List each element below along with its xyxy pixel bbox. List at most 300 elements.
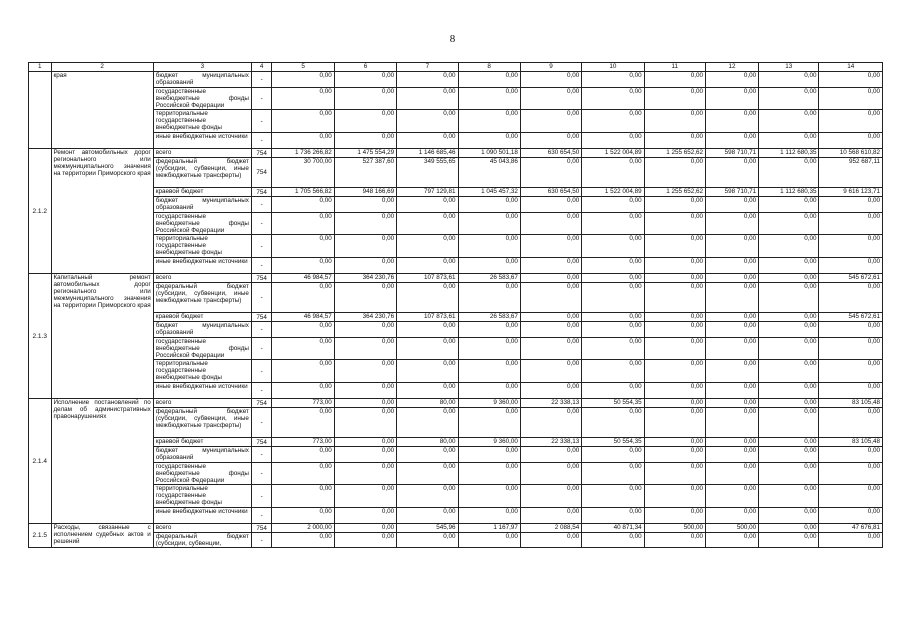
amount-cell: 0,00 [334,72,396,88]
amount-cell: 46 984,57 [272,274,334,283]
amount-cell: 0,00 [334,283,396,313]
amount-cell: 0,00 [458,110,520,133]
column-header: 4 [251,63,271,72]
amount-cell: 107 873,61 [397,313,458,322]
amount-cell: 0,00 [397,533,458,548]
amount-cell: 0,00 [644,72,705,88]
column-header: 12 [705,63,758,72]
column-header: 1 [29,63,52,72]
amount-cell: 0,00 [520,383,581,399]
funding-source-label: территориальные государственные внебюджетные фонды [153,235,251,258]
amount-cell: 0,00 [819,485,883,508]
admin-code: - [251,72,271,88]
amount-cell: 0,00 [397,338,458,360]
admin-code: - [251,213,271,235]
amount-cell: 0,00 [520,313,581,322]
amount-cell: 0,00 [644,322,705,338]
funding-source-label: краевой бюджет [153,313,251,322]
amount-cell: 0,00 [520,485,581,508]
section-description: Капитальный ремонт автомобильных дорог регионального или межмуниципального значения на территории Приморского края [51,274,153,399]
amount-cell: 0,00 [458,322,520,338]
column-header: 3 [153,63,251,72]
amount-cell: 0,00 [582,383,644,399]
amount-cell: 0,00 [759,438,819,447]
table-row [29,438,883,447]
amount-cell: 0,00 [520,283,581,313]
amount-cell: 0,00 [520,158,581,188]
amount-cell: 0,00 [582,158,644,188]
amount-cell: 46 984,57 [272,313,334,322]
amount-cell: 545 672,61 [819,313,883,322]
amount-cell: 0,00 [397,283,458,313]
amount-cell: 0,00 [272,360,334,383]
funding-source-label: краевой бюджет [153,438,251,447]
amount-cell: 0,00 [272,283,334,313]
funding-source-label: иные внебюджетные источники [153,508,251,524]
funding-source-label: иные внебюджетные источники [153,133,251,149]
amount-cell: 0,00 [582,197,644,213]
amount-cell: 1 146 685,46 [397,149,458,158]
amount-cell: 0,00 [458,508,520,524]
table-row [29,383,883,399]
funding-source-label: бюджет муниципальных образований [153,447,251,463]
amount-cell: 0,00 [334,533,396,548]
amount-cell: 0,00 [819,338,883,360]
table-row [29,188,883,197]
amount-cell: 0,00 [759,485,819,508]
amount-cell: 0,00 [819,235,883,258]
admin-code: 754 [251,524,271,533]
amount-cell: 0,00 [644,485,705,508]
admin-code: - [251,88,271,110]
column-header: 14 [819,63,883,72]
amount-cell: 0,00 [397,133,458,149]
amount-cell: 0,00 [272,213,334,235]
table-row [29,149,883,158]
amount-cell: 0,00 [334,360,396,383]
table-row [29,88,883,110]
amount-cell: 0,00 [759,408,819,438]
amount-cell: 948 166,69 [334,188,396,197]
amount-cell: 0,00 [759,399,819,408]
amount-cell: 0,00 [819,88,883,110]
amount-cell: 0,00 [759,463,819,485]
amount-cell: 0,00 [458,533,520,548]
amount-cell: 0,00 [272,197,334,213]
admin-code: - [251,258,271,274]
amount-cell: 1 112 680,35 [759,188,819,197]
table-row [29,110,883,133]
budget-table [28,62,883,548]
amount-cell: 0,00 [819,322,883,338]
admin-code: 754 [251,438,271,447]
amount-cell: 0,00 [520,463,581,485]
amount-cell: 0,00 [644,197,705,213]
amount-cell: 0,00 [644,133,705,149]
amount-cell: 0,00 [705,338,758,360]
amount-cell: 0,00 [705,235,758,258]
amount-cell: 0,00 [272,88,334,110]
column-header: 8 [458,63,520,72]
amount-cell: 0,00 [334,88,396,110]
admin-code: 754 [251,149,271,158]
admin-code: - [251,360,271,383]
amount-cell: 0,00 [705,72,758,88]
table-row [29,197,883,213]
amount-cell: 0,00 [397,213,458,235]
section-number: 2.1.2 [29,149,52,274]
amount-cell: 0,00 [819,533,883,548]
amount-cell: 0,00 [705,408,758,438]
funding-source-label: государственные внебюджетные фонды Российской Федерации [153,88,251,110]
amount-cell: 0,00 [520,197,581,213]
amount-cell: 0,00 [397,235,458,258]
amount-cell: 0,00 [759,283,819,313]
admin-code: - [251,283,271,313]
amount-cell: 0,00 [644,360,705,383]
admin-code: 754 [251,313,271,322]
amount-cell: 0,00 [759,338,819,360]
amount-cell: 0,00 [272,463,334,485]
amount-cell: 0,00 [520,235,581,258]
amount-cell: 773,00 [272,399,334,408]
amount-cell: 1 167,97 [458,524,520,533]
section-number [29,72,52,149]
amount-cell: 0,00 [644,110,705,133]
amount-cell: 0,00 [272,485,334,508]
amount-cell: 0,00 [759,508,819,524]
table-row [29,447,883,463]
amount-cell: 0,00 [334,258,396,274]
amount-cell: 545 672,61 [819,274,883,283]
table-row [29,313,883,322]
amount-cell: 83 105,48 [819,438,883,447]
amount-cell: 0,00 [272,322,334,338]
amount-cell: 10 568 610,82 [819,149,883,158]
amount-cell: 0,00 [397,258,458,274]
amount-cell: 0,00 [458,72,520,88]
amount-cell: 0,00 [520,274,581,283]
admin-code: - [251,322,271,338]
amount-cell: 0,00 [644,258,705,274]
amount-cell: 0,00 [458,463,520,485]
table-row [29,158,883,188]
amount-cell: 0,00 [520,360,581,383]
amount-cell: 0,00 [582,485,644,508]
amount-cell: 0,00 [334,133,396,149]
amount-cell: 349 555,65 [397,158,458,188]
amount-cell: 0,00 [458,485,520,508]
amount-cell: 0,00 [397,197,458,213]
section-description: края [51,72,153,149]
amount-cell: 0,00 [819,383,883,399]
admin-code: 754 [251,399,271,408]
amount-cell: 83 105,48 [819,399,883,408]
amount-cell: 0,00 [819,258,883,274]
table-row [29,274,883,283]
amount-cell: 0,00 [644,408,705,438]
amount-cell: 0,00 [759,88,819,110]
amount-cell: 0,00 [582,274,644,283]
amount-cell: 0,00 [582,213,644,235]
amount-cell: 500,00 [644,524,705,533]
funding-source-label: всего [153,274,251,283]
amount-cell: 0,00 [705,533,758,548]
section-number: 2.1.3 [29,274,52,399]
admin-code: - [251,197,271,213]
funding-source-label: иные внебюджетные источники [153,258,251,274]
admin-code: - [251,463,271,485]
table-row [29,235,883,258]
amount-cell: 0,00 [582,235,644,258]
column-header: 7 [397,63,458,72]
funding-source-label: территориальные государственные внебюджетные фонды [153,485,251,508]
section-number: 2.1.4 [29,399,52,524]
amount-cell: 0,00 [520,213,581,235]
amount-cell: 0,00 [520,338,581,360]
amount-cell: 0,00 [520,258,581,274]
funding-source-label: всего [153,149,251,158]
amount-cell: 0,00 [644,399,705,408]
funding-source-label: государственные внебюджетные фонды Российской Федерации [153,213,251,235]
amount-cell: 630 654,50 [520,149,581,158]
amount-cell: 0,00 [458,383,520,399]
amount-cell: 0,00 [582,533,644,548]
amount-cell: 0,00 [819,463,883,485]
amount-cell: 0,00 [582,110,644,133]
amount-cell: 545,96 [397,524,458,533]
amount-cell: 0,00 [397,110,458,133]
amount-cell: 9 616 123,71 [819,188,883,197]
amount-cell: 9 360,00 [458,438,520,447]
amount-cell: 0,00 [759,110,819,133]
amount-cell: 0,00 [705,360,758,383]
amount-cell: 0,00 [819,408,883,438]
amount-cell: 0,00 [705,447,758,463]
table-row [29,133,883,149]
amount-cell: 0,00 [334,447,396,463]
amount-cell: 0,00 [272,258,334,274]
amount-cell: 0,00 [759,197,819,213]
amount-cell: 0,00 [819,197,883,213]
column-header: 5 [272,63,334,72]
amount-cell: 0,00 [582,258,644,274]
amount-cell: 0,00 [759,274,819,283]
amount-cell: 0,00 [397,360,458,383]
amount-cell: 0,00 [520,72,581,88]
amount-cell: 0,00 [397,383,458,399]
table-row [29,533,883,548]
amount-cell: 0,00 [334,110,396,133]
table-row [29,463,883,485]
amount-cell: 0,00 [705,158,758,188]
table-row [29,508,883,524]
column-header: 13 [759,63,819,72]
amount-cell: 527 387,60 [334,158,396,188]
amount-cell: 22 338,13 [520,438,581,447]
amount-cell: 0,00 [819,213,883,235]
amount-cell: 0,00 [819,508,883,524]
amount-cell: 0,00 [272,508,334,524]
amount-cell: 0,00 [644,88,705,110]
amount-cell: 0,00 [520,533,581,548]
table-row [29,485,883,508]
amount-cell: 47 676,81 [819,524,883,533]
amount-cell: 50 554,35 [582,399,644,408]
amount-cell: 0,00 [334,524,396,533]
amount-cell: 2 000,00 [272,524,334,533]
admin-code: - [251,338,271,360]
amount-cell: 0,00 [819,133,883,149]
amount-cell: 1 090 501,18 [458,149,520,158]
amount-cell: 26 583,67 [458,274,520,283]
amount-cell: 0,00 [759,133,819,149]
amount-cell: 0,00 [705,463,758,485]
table-row [29,360,883,383]
amount-cell: 0,00 [705,274,758,283]
amount-cell: 598 710,71 [705,188,758,197]
amount-cell: 1 255 652,62 [644,188,705,197]
amount-cell: 0,00 [458,447,520,463]
amount-cell: 0,00 [272,72,334,88]
amount-cell: 0,00 [759,235,819,258]
amount-cell: 0,00 [582,88,644,110]
amount-cell: 0,00 [458,360,520,383]
amount-cell: 0,00 [397,88,458,110]
admin-code: - [251,485,271,508]
amount-cell: 0,00 [397,72,458,88]
amount-cell: 0,00 [705,383,758,399]
amount-cell: 0,00 [644,283,705,313]
amount-cell: 0,00 [272,447,334,463]
amount-cell: 0,00 [334,235,396,258]
section-description: Ремонт автомобильных дорог регионального или межмуниципального значения на территории Приморского края [51,149,153,274]
admin-code: - [251,508,271,524]
table-row [29,283,883,313]
amount-cell: 1 475 554,29 [334,149,396,158]
funding-source-label: бюджет муниципальных образований [153,322,251,338]
amount-cell: 0,00 [334,338,396,360]
column-header: 11 [644,63,705,72]
amount-cell: 0,00 [759,72,819,88]
amount-cell: 0,00 [759,313,819,322]
column-header: 9 [520,63,581,72]
amount-cell: 0,00 [334,213,396,235]
amount-cell: 0,00 [705,110,758,133]
amount-cell: 1 255 652,62 [644,149,705,158]
amount-cell: 0,00 [644,533,705,548]
amount-cell: 0,00 [520,408,581,438]
amount-cell: 0,00 [705,197,758,213]
amount-cell: 80,00 [397,399,458,408]
amount-cell: 0,00 [334,463,396,485]
amount-cell: 0,00 [458,283,520,313]
amount-cell: 630 654,50 [520,188,581,197]
amount-cell: 0,00 [759,447,819,463]
amount-cell: 0,00 [705,322,758,338]
amount-cell: 0,00 [644,235,705,258]
amount-cell: 0,00 [819,283,883,313]
admin-code: 754 [251,158,271,188]
amount-cell: 9 360,00 [458,399,520,408]
amount-cell: 952 687,11 [819,158,883,188]
amount-cell: 0,00 [644,158,705,188]
amount-cell: 0,00 [334,399,396,408]
amount-cell: 40 871,34 [582,524,644,533]
admin-code: - [251,235,271,258]
amount-cell: 0,00 [582,322,644,338]
column-header: 2 [51,63,153,72]
amount-cell: 0,00 [705,133,758,149]
amount-cell: 1 736 266,82 [272,149,334,158]
funding-source-label: иные внебюджетные источники [153,383,251,399]
amount-cell: 0,00 [520,322,581,338]
amount-cell: 50 554,35 [582,438,644,447]
amount-cell: 0,00 [458,88,520,110]
funding-source-label: федеральный бюджет (субсидии, субвенции, иные межбюджетные трансферты) [153,283,251,313]
admin-code: - [251,533,271,548]
amount-cell: 0,00 [705,88,758,110]
amount-cell: 0,00 [759,322,819,338]
amount-cell: 0,00 [759,258,819,274]
amount-cell: 26 583,67 [458,313,520,322]
amount-cell: 0,00 [759,533,819,548]
amount-cell: 0,00 [272,338,334,360]
amount-cell: 364 230,76 [334,274,396,283]
amount-cell: 0,00 [334,508,396,524]
amount-cell: 0,00 [705,258,758,274]
admin-code: - [251,447,271,463]
funding-source-label: территориальные государственные внебюджетные фонды [153,360,251,383]
table-row [29,399,883,408]
amount-cell: 0,00 [334,438,396,447]
amount-cell: 0,00 [458,258,520,274]
amount-cell: 0,00 [644,313,705,322]
amount-cell: 0,00 [705,313,758,322]
amount-cell: 0,00 [705,213,758,235]
amount-cell: 0,00 [458,338,520,360]
column-header: 6 [334,63,396,72]
admin-code: - [251,110,271,133]
amount-cell: 1 045 457,32 [458,188,520,197]
admin-code: 754 [251,188,271,197]
amount-cell: 0,00 [334,197,396,213]
admin-code: - [251,383,271,399]
amount-cell: 0,00 [819,447,883,463]
amount-cell: 22 338,13 [520,399,581,408]
amount-cell: 1 705 566,82 [272,188,334,197]
amount-cell: 0,00 [520,110,581,133]
funding-source-label: федеральный бюджет (субсидии, субвенции, [153,533,251,548]
amount-cell: 0,00 [582,133,644,149]
header-row [29,63,883,72]
admin-code: - [251,408,271,438]
table-row [29,322,883,338]
amount-cell: 2 088,54 [520,524,581,533]
amount-cell: 0,00 [644,463,705,485]
amount-cell: 0,00 [644,213,705,235]
amount-cell: 0,00 [582,283,644,313]
amount-cell: 0,00 [582,313,644,322]
amount-cell: 45 043,86 [458,158,520,188]
amount-cell: 0,00 [759,213,819,235]
table-row [29,338,883,360]
amount-cell: 30 700,00 [272,158,334,188]
funding-source-label: государственные внебюджетные фонды Российской Федерации [153,463,251,485]
amount-cell: 0,00 [272,110,334,133]
amount-cell: 0,00 [644,383,705,399]
table-row [29,524,883,533]
